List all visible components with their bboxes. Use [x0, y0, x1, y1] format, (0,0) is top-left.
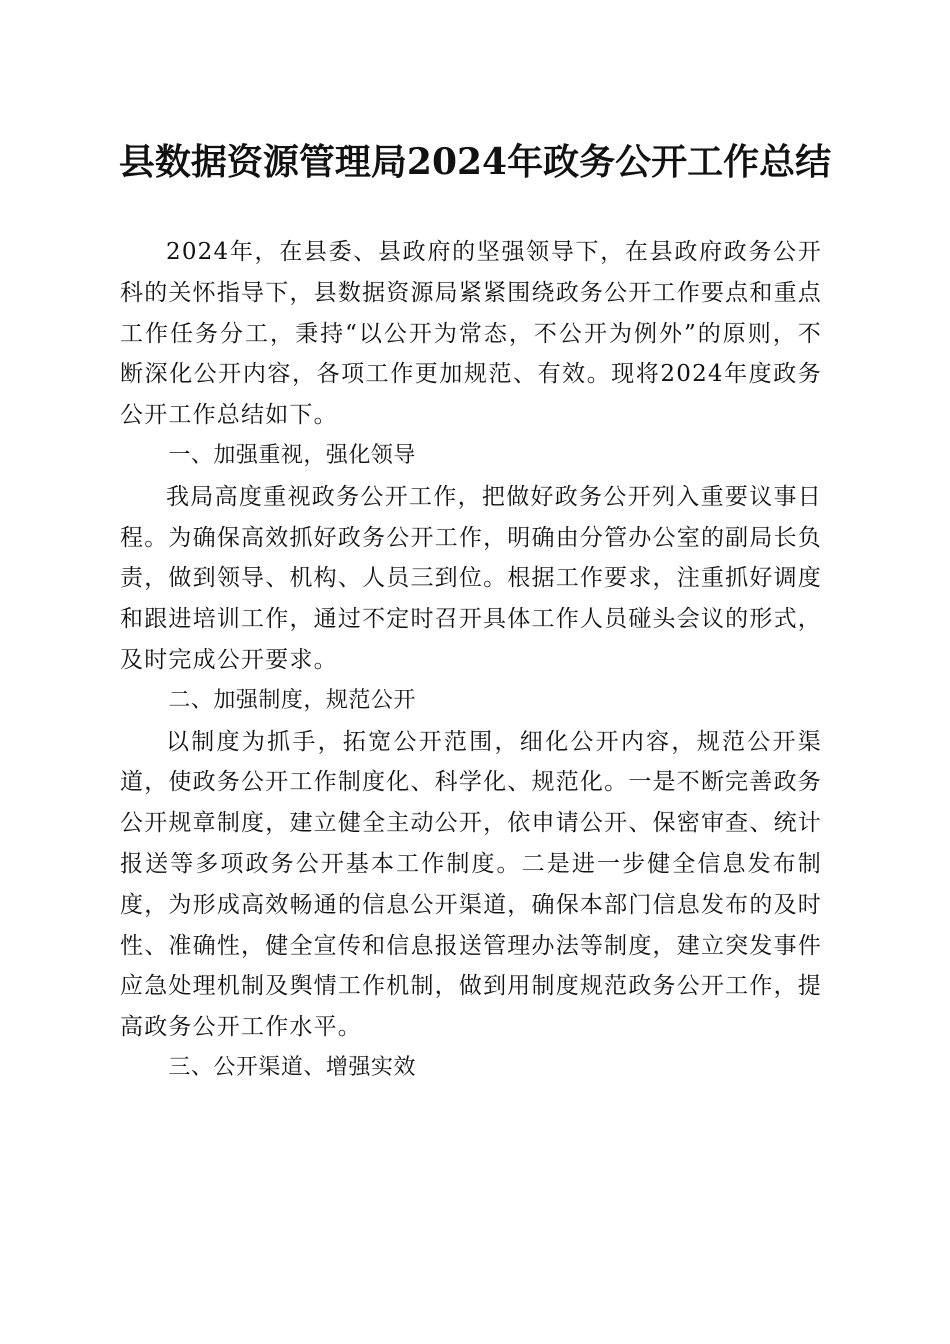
document-body	[120, 232, 822, 1089]
section-heading-3: 三、公开渠道、增强实效	[168, 1054, 416, 1080]
section-heading-2: 二、加强制度，规范公开	[168, 687, 416, 713]
section-paragraph-2: 以制度为抓手，拓宽公开范围，细化公开内容，规范公开渠道，使政务公开工作制度化、科学化、规范化。一是不断完善政务公开规章制度，建立健全主动公开，依申请公开、保密审查、统计报送等多项政务公开基本工作制度。二是进一步健全信息发布制度，为形成高效畅通的信息公开渠道，确保本部门信息发布的及时性、准确性，健全宣传和信息报送管理办法等制度，建立突发事件应急处理机制及舆情工作机制，做到用制度规范政务公开工作，提高政务公开工作水平。	[120, 728, 822, 1041]
intro-paragraph: 2024年，在县委、县政府的坚强领导下，在县政府政务公开科的关怀指导下，县数据资源局紧紧围绕政务公开工作要点和重点工作任务分工，秉持“以公开为常态，不公开为例外”的原则，不断深化公开内容，各项工作更加规范、有效。现将2024年度政务公开工作总结如下。	[120, 239, 822, 429]
section-paragraph-1: 我局高度重视政务公开工作，把做好政务公开列入重要议事日程。为确保高效抓好政务公开工作，明确由分管办公室的副局长负责，做到领导、机构、人员三到位。根据工作要求，注重抓好调度和跟进培训工作，通过不定时召开具体工作人员碰头会议的形式，及时完成公开要求。	[120, 483, 822, 673]
section-heading-1: 一、加强重视，强化领导	[168, 442, 416, 468]
document-title: 县数据资源管理局2024年政务公开工作总结	[118, 141, 832, 183]
